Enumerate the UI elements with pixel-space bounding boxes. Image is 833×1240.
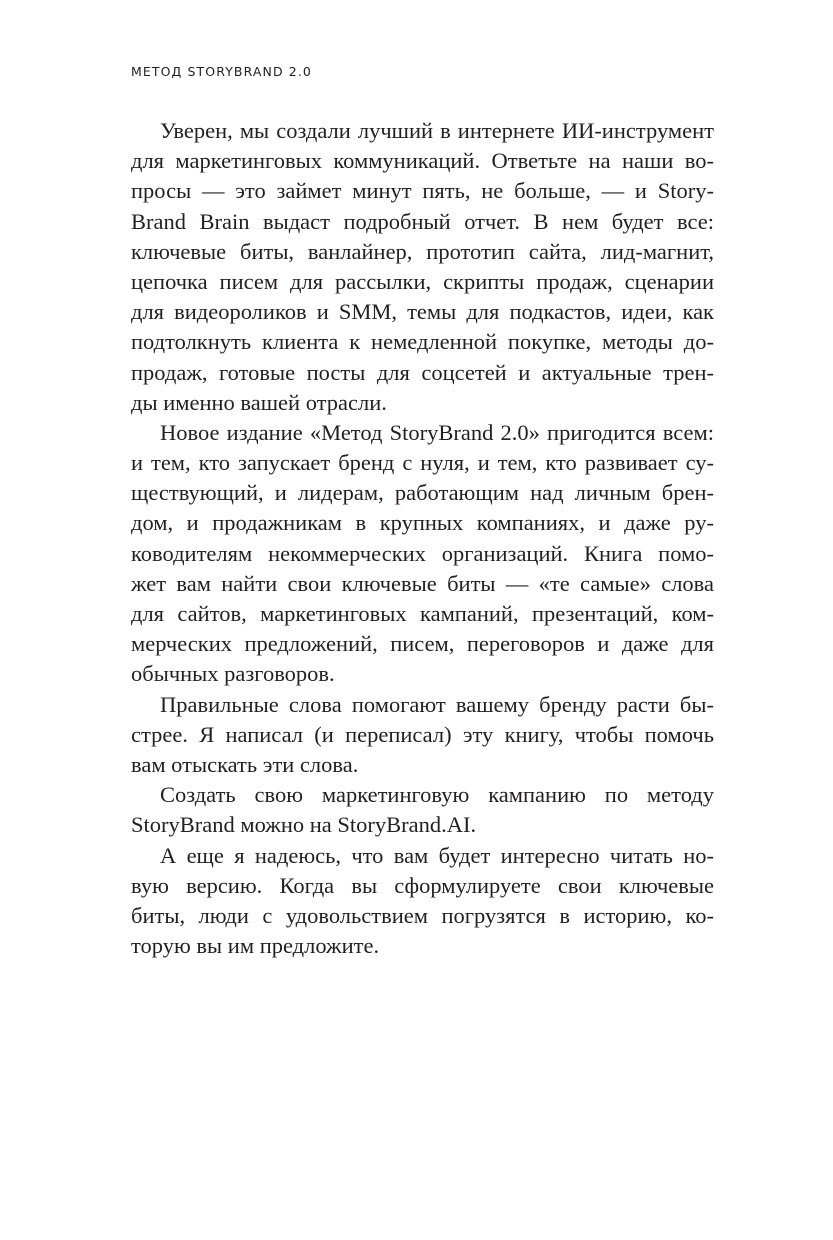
text-line: жет вам найти свои ключевые биты — «те самые» слова — [131, 570, 714, 596]
text-line: Новое издание «Метод StoryBrand 2.0» пригодится всем: — [160, 419, 714, 445]
text-line: обычных разговоров. — [131, 661, 335, 687]
text-line: для маркетинговых коммуникаций. Ответьте на наши во- — [131, 148, 714, 174]
text-line: Уверен, мы создали лучший в интернете ИИ-инструмент — [160, 118, 714, 143]
text-line: дом, и продажникам в крупных компаниях, и даже ру- — [131, 510, 714, 536]
text-line: вам отыскать эти слова. — [131, 751, 359, 777]
text-line: StoryBrand можно на StoryBrand.AI. — [131, 812, 477, 838]
text-line: Правильные слова помогают вашему бренду расти бы- — [160, 691, 714, 717]
paragraph-3 — [131, 690, 714, 781]
text-line: Brand Brain выдаст подробный отчет. В нем будет все: — [131, 208, 714, 234]
text-line: Создать свою маркетинговую кампанию по методу — [160, 782, 714, 808]
text-line: и тем, кто запускает бренд с нуля, и тем, кто развивает су- — [131, 450, 714, 476]
paragraph-1 — [131, 116, 714, 418]
text-line: цепочка писем для рассылки, скрипты продаж, сценарии — [131, 268, 714, 294]
text-line: мерческих предложений, писем, переговоров и даже для — [131, 631, 714, 657]
text-line: ществующий, и лидерам, работающим над личным брен- — [131, 480, 714, 506]
text-line: стрее. Я написал (и переписал) эту книгу, чтобы помочь — [131, 721, 714, 747]
paragraph-4 — [131, 780, 714, 840]
text-line: для сайтов, маркетинговых кампаний, презентаций, ком- — [131, 601, 714, 626]
paragraph-2 — [131, 418, 714, 690]
text-line: ды именно вашей отрасли. — [131, 389, 387, 415]
text-line: вую версию. Когда вы сформулируете свои ключевые — [131, 872, 714, 898]
text-line: для видеороликов и SMM, темы для подкастов, идеи, как — [131, 299, 714, 325]
text-line: ключевые биты, ванлайнер, прототип сайта, лид-магнит, — [131, 238, 714, 264]
text-line: просы — это займет минут пять, не больше, — и Story- — [131, 178, 714, 204]
text-line: продаж, готовые посты для соцсетей и актуальные трен- — [131, 359, 714, 385]
text-line: торую вы им предложите. — [131, 933, 380, 959]
text-line: А еще я надеюсь, что вам будет интересно читать но- — [160, 842, 714, 868]
text-line: биты, люди с удовольствием погрузятся в историю, ко- — [131, 902, 714, 928]
text-line: подтолкнуть клиента к немедленной покупке, методы до- — [131, 329, 714, 355]
body-text — [131, 116, 714, 961]
running-header: МЕТОД STORYBRAND 2.0 — [131, 64, 312, 79]
paragraph-5 — [131, 841, 714, 962]
text-line: ководителям некоммерческих организаций. Книга помо- — [131, 540, 714, 566]
